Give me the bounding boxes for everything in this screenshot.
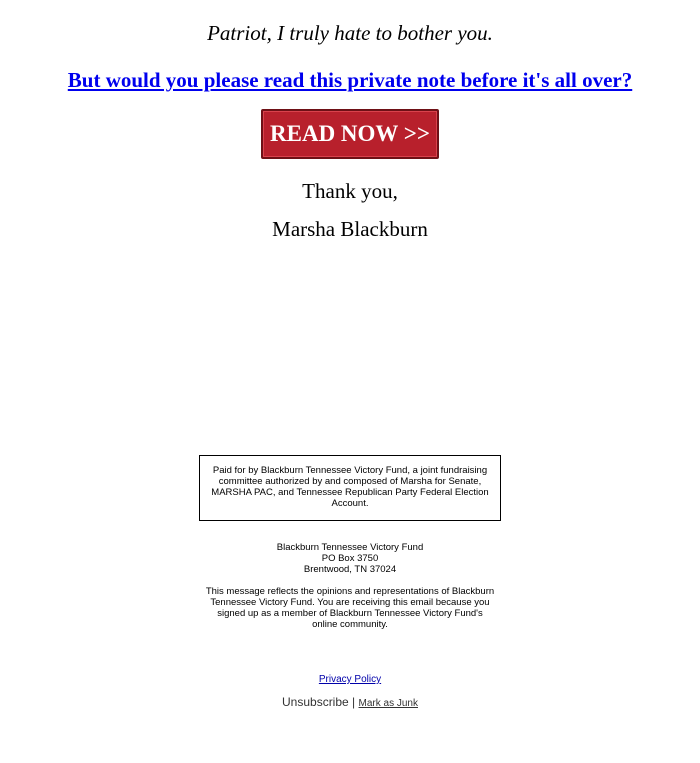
privacy-row	[0, 673, 700, 686]
privacy-policy-link[interactable]: Privacy Policy	[318, 674, 382, 685]
mailing-address	[0, 542, 700, 575]
paid-for-disclaimer: Paid for by Blackburn Tennessee Victory Fund, a joint fundraising committee authorized by and composed of Marsha for Senate, MARSHA PAC, and Tennessee Republican Party Federal Election Account.	[199, 455, 501, 521]
cta-container	[0, 109, 700, 159]
read-now-button[interactable]: READ NOW >>	[261, 109, 439, 159]
subscription-message: This message reflects the opinions and representations of Blackburn Tennessee Victory Fund. You are receiving this email because you signed up as a member of Blackburn Tennessee Victory Fund's online community.	[205, 586, 495, 630]
mark-as-junk-link[interactable]: Mark as Junk	[358, 698, 418, 709]
unsubscribe-link[interactable]: Unsubscribe	[282, 695, 349, 709]
thanks-text: Thank you,	[302, 179, 398, 203]
separator: |	[352, 695, 356, 709]
headline-link[interactable]: But would you please read this private note before it's all over?	[67, 68, 633, 92]
greeting-text: Patriot, I truly hate to bother you.	[207, 21, 493, 45]
unsubscribe-row	[0, 694, 700, 712]
headline	[0, 67, 700, 93]
signature: Marsha Blackburn	[272, 217, 428, 241]
address-line: PO Box 3750	[321, 553, 379, 564]
address-line: Blackburn Tennessee Victory Fund	[276, 542, 424, 553]
address-line: Brentwood, TN 37024	[303, 564, 397, 575]
